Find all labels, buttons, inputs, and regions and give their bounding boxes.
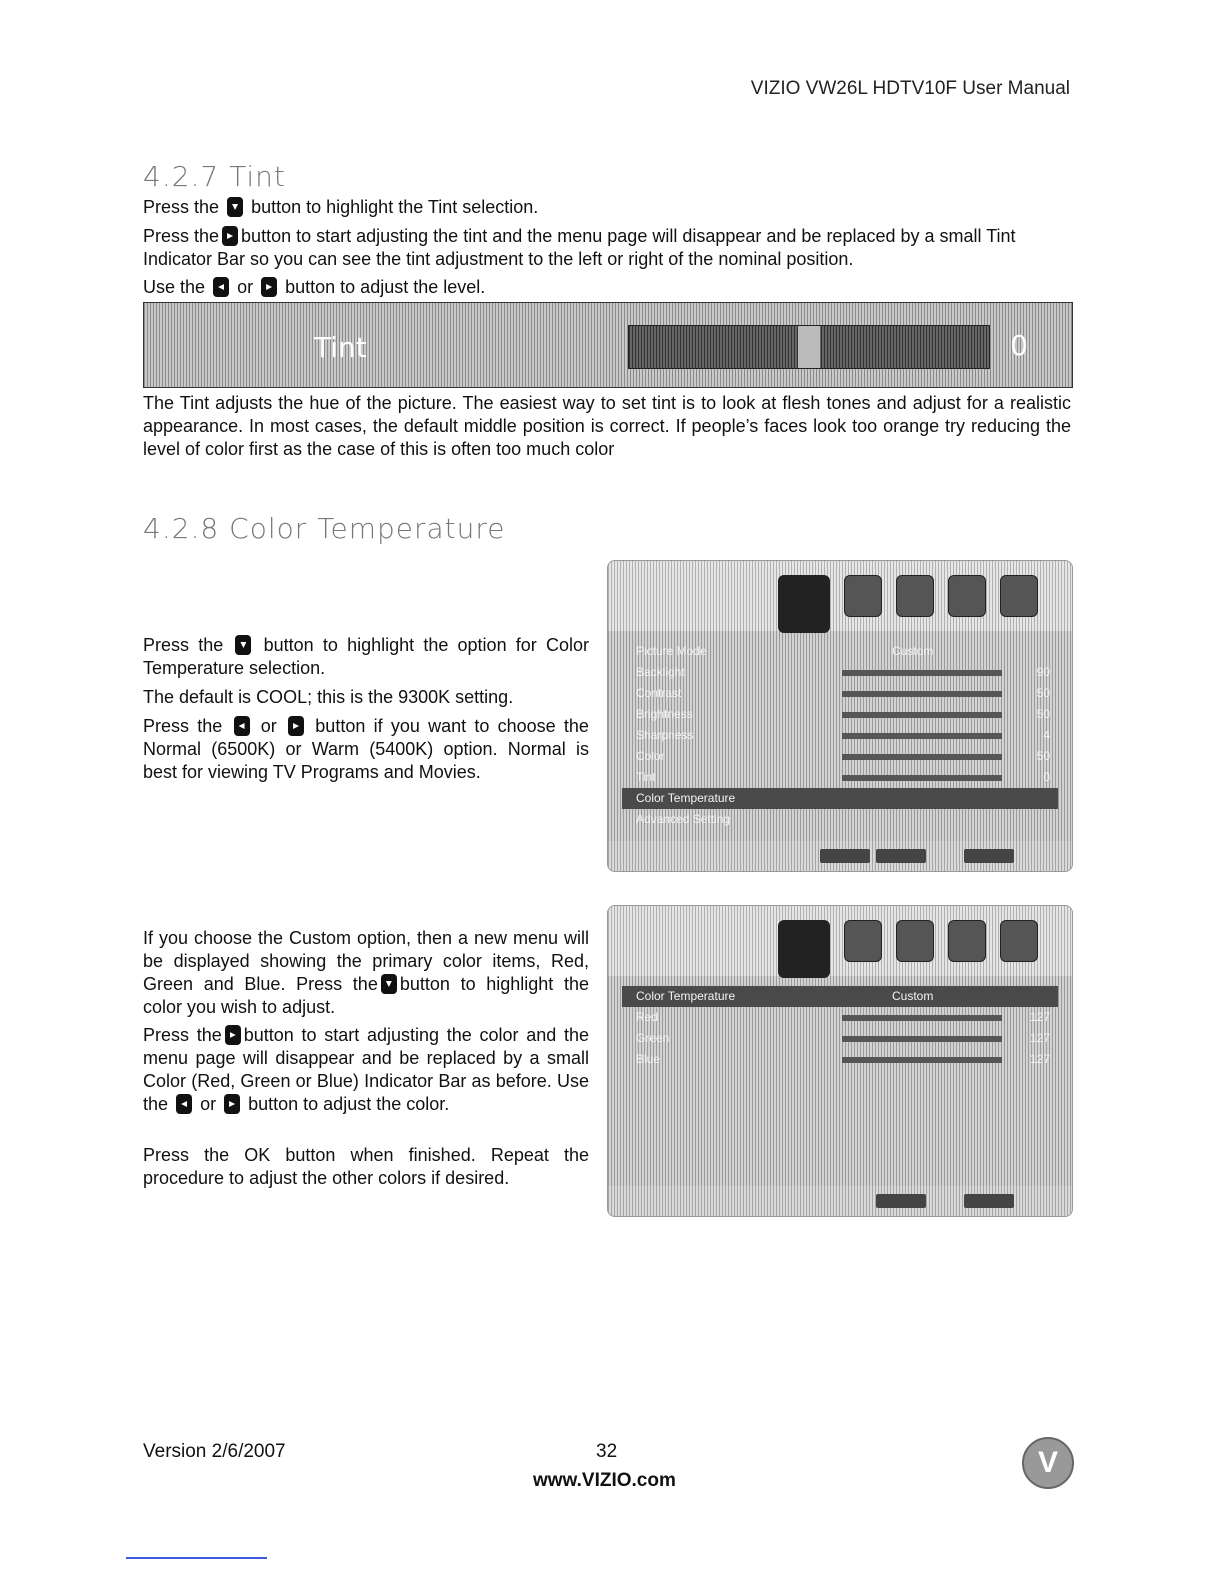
section-title-tint: 4.2.7 Tint	[143, 160, 286, 193]
footer-key	[876, 849, 926, 863]
tint-step-2: Press the button to start adjusting the tint and the menu page will disappear and be replaced by a small Tint Indicator Bar so you can see the tint adjustment to the left or right of the nominal position.	[143, 226, 1016, 269]
speaker-icon	[844, 920, 882, 962]
menu-row: Blue 127	[636, 1052, 1050, 1066]
right-arrow-icon	[224, 1094, 240, 1114]
menu-row: Brightness 50	[636, 707, 1050, 721]
page-number: 32	[596, 1441, 618, 1462]
down-arrow-icon	[235, 635, 251, 655]
left-arrow-icon	[213, 277, 229, 297]
tool-icon	[1000, 575, 1038, 617]
screen-icon	[896, 575, 934, 617]
vizio-logo: V	[1022, 1437, 1074, 1489]
website-link[interactable]: www.VIZIO.com	[533, 1470, 676, 1491]
tint-bar-label: Tint	[314, 331, 367, 364]
down-arrow-icon	[227, 197, 243, 217]
camera-icon	[778, 920, 830, 978]
right-arrow-icon	[261, 277, 277, 297]
tint-bar-knob	[798, 326, 820, 368]
tint-description: The Tint adjusts the hue of the picture. The easiest way to set tint is to look at flesh tones and adjust for a realistic appearance. In most cases, the default middle position is correct. If people’s faces look too orange try reducing the level of color first as the case of this is often too much color	[143, 393, 1071, 459]
menu-row-selected: Color Temperature	[622, 788, 1058, 809]
ct-step-1: Press the button to highlight the option for Color Temperature selection.	[143, 635, 589, 678]
tool-icon	[1000, 920, 1038, 962]
ct-finish-note: Press the OK button when finished. Repeat the procedure to adjust the other colors if desired.	[143, 1145, 589, 1188]
tint-bar-value: 0	[1010, 329, 1028, 362]
menu-row-selected: Color Temperature Custom	[622, 986, 1058, 1007]
version-label: Version 2/6/2007	[143, 1441, 286, 1462]
footer-key	[964, 849, 1014, 863]
right-arrow-icon	[288, 716, 304, 736]
menu-row: Advanced Setting	[636, 812, 731, 826]
ct-default-note: The default is COOL; this is the 9300K setting.	[143, 687, 514, 707]
tint-bar-track	[628, 325, 990, 369]
menu-row: Color 50	[636, 749, 1050, 763]
speaker-icon	[844, 575, 882, 617]
section-title-color-temperature: 4.2.8 Color Temperature	[143, 512, 506, 545]
menu-row: Green 127	[636, 1031, 1050, 1045]
menu-footer	[608, 1186, 1072, 1216]
tint-step-3: Use the or button to adjust the level.	[143, 277, 486, 297]
menu-row: Backlight 90	[636, 665, 1050, 679]
color-temperature-menu-screenshot	[607, 905, 1073, 1217]
down-arrow-icon	[381, 974, 397, 994]
menu-top-bar	[608, 906, 1072, 976]
menu-row: Sharpness 4	[636, 728, 1050, 742]
page-header: VIZIO VW26L HDTV10F User Manual	[750, 78, 1070, 99]
menu-row: Tint 0	[636, 770, 1050, 784]
right-arrow-icon	[222, 226, 238, 246]
tint-step-1: Press the button to highlight the Tint selection.	[143, 197, 539, 217]
tint-indicator-bar	[143, 302, 1073, 388]
left-arrow-icon	[176, 1094, 192, 1114]
ct-custom-adjust: Press the button to start adjusting the color and the menu page will disappear and be replaced by a small Color (Red, Green or Blue) Indicator Bar as before. Use the or button to adjust the color.	[143, 1025, 589, 1114]
menu-row: Contrast 50	[636, 686, 1050, 700]
camera-icon	[778, 575, 830, 633]
picture-menu-screenshot	[607, 560, 1073, 872]
menu-row: Red 127	[636, 1010, 1050, 1024]
menu-row: Picture Mode Custom	[636, 644, 934, 658]
ct-custom-info: If you choose the Custom option, then a new menu will be displayed showing the primary color items, Red, Green and Blue. Press the button to highlight the color you wish to adjust.	[143, 928, 590, 1017]
guitar-icon	[948, 575, 986, 617]
menu-footer	[608, 841, 1072, 871]
left-arrow-icon	[234, 716, 250, 736]
footer-key	[964, 1194, 1014, 1208]
footer-key	[876, 1194, 926, 1208]
ct-step-2: Press the or button if you want to choose the Normal (6500K) or Warm (5400K) option. Normal is best for viewing TV Programs and Movies.	[143, 716, 589, 782]
screen-icon	[896, 920, 934, 962]
menu-top-bar	[608, 561, 1072, 631]
footer-underline	[126, 1557, 267, 1559]
footer-key	[820, 849, 870, 863]
guitar-icon	[948, 920, 986, 962]
right-arrow-icon	[225, 1025, 241, 1045]
